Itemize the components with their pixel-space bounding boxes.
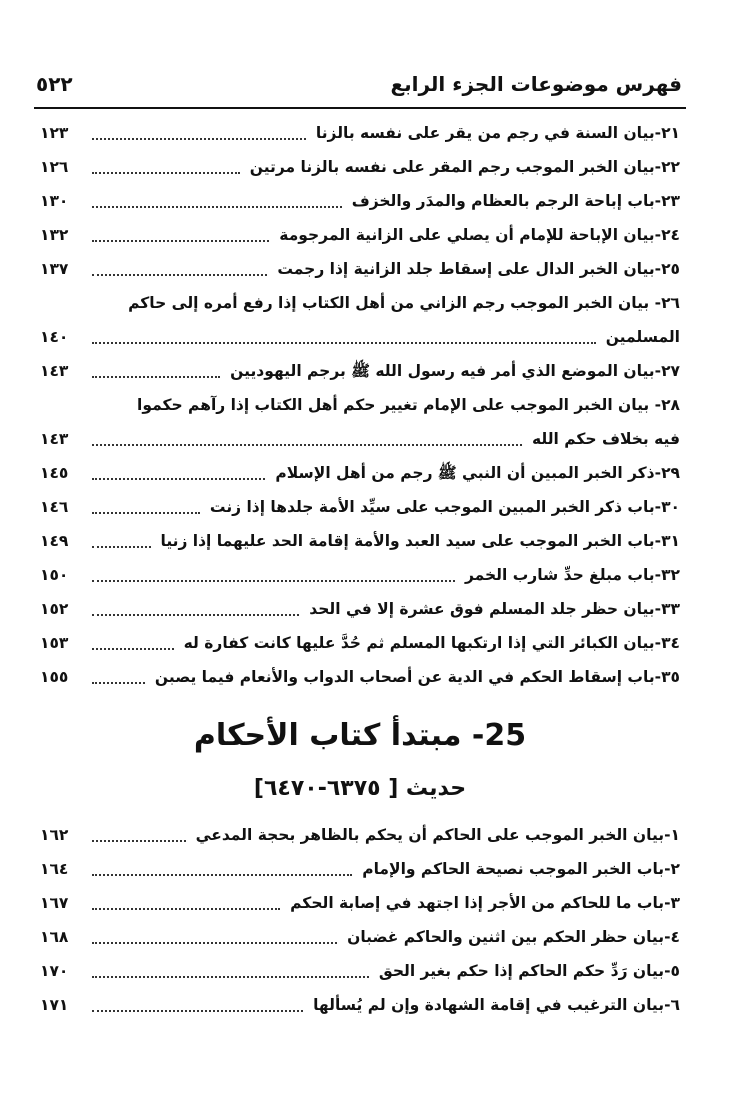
leader-dots [92, 240, 269, 242]
entry-number: ٢- [664, 860, 680, 878]
toc-entry [40, 524, 680, 558]
entry-title: بيان حظر جلد المسلم فوق عشرة إلا في الحد [309, 600, 655, 618]
entry-number: ٤- [664, 928, 680, 946]
toc-list-hudud [40, 116, 680, 694]
entry-number: ٦- [664, 996, 680, 1014]
entry-number: ٣١- [654, 532, 680, 550]
leader-dots [92, 648, 174, 650]
leader-dots [92, 614, 299, 616]
entry-page: ١٥٠ [40, 566, 69, 584]
page-header [36, 64, 682, 104]
entry-title: باب ذكر الخبر المبين الموجب على سيِّد الأمة جلدها إذا زنت [209, 498, 655, 516]
toc-entry [40, 490, 680, 524]
leader-dots [92, 478, 265, 480]
entry-page: ١٧١ [40, 996, 69, 1014]
toc-entry [40, 592, 680, 626]
leader-dots [92, 172, 240, 174]
toc-list-ahkam [40, 818, 680, 1022]
toc-entry [40, 150, 680, 184]
entry-title: باب الخبر الموجب نصيحة الحاكم والإمام [362, 860, 665, 878]
entry-title-continued: المسلمين [605, 328, 680, 346]
entry-title: باب مبلغ حدِّ شارب الخمر [464, 566, 655, 584]
entry-title: بيان الموضع الذي أمر فيه رسول الله ﷺ برجم اليهوديين [230, 362, 655, 380]
leader-dots [92, 206, 342, 208]
toc-entry [40, 354, 680, 388]
entry-page: ١٧٠ [40, 962, 69, 980]
toc-entry [40, 456, 680, 490]
entry-number: ٢٣- [654, 192, 680, 210]
leader-dots [92, 444, 522, 446]
leader-dots [92, 1010, 303, 1012]
entry-number: ٣٣- [654, 600, 680, 618]
entry-number: ٣٢- [654, 566, 680, 584]
entry-page: ١٤٦ [40, 498, 69, 516]
toc-entry [40, 954, 680, 988]
entry-title: باب إسقاط الحكم في الدية عن أصحاب الدواب والأنعام فيما يصبن [154, 668, 655, 686]
entry-page: ١٦٨ [40, 928, 69, 946]
entry-title: بيان الخبر الموجب رجم المقر على نفسه بالزنا مرتين [249, 158, 655, 176]
entry-page: ١٦٤ [40, 860, 69, 878]
entry-page: ١٣٢ [40, 226, 69, 244]
toc-entry [40, 920, 680, 954]
entry-page: ١٤٣ [40, 362, 69, 380]
leader-dots [92, 942, 337, 944]
toc-entry [40, 252, 680, 286]
entry-number: ٣٥- [654, 668, 680, 686]
toc-entry [40, 116, 680, 150]
entry-number: ٣٠- [654, 498, 680, 516]
leader-dots [92, 908, 280, 910]
entry-page: ١٥٥ [40, 668, 69, 686]
toc-entry [40, 626, 680, 660]
page-title: فهرس موضوعات الجزء الرابع [390, 72, 682, 96]
entry-number: ٢٦- [654, 294, 680, 312]
entry-title: ذكر الخبر المبين أن النبي ﷺ رجم من أهل الإسلام [275, 464, 655, 482]
toc-entry [40, 558, 680, 592]
toc-entry [40, 388, 680, 456]
toc-entry [40, 184, 680, 218]
entry-page: ١٤٥ [40, 464, 69, 482]
toc-entry [40, 988, 680, 1022]
entry-page: ١٥٢ [40, 600, 69, 618]
entry-number: ٣- [664, 894, 680, 912]
entry-page: ١٦٢ [40, 826, 69, 844]
entry-page: ١٤٩ [40, 532, 69, 550]
entry-page: ١٢٦ [40, 158, 69, 176]
entry-second-line [40, 422, 680, 456]
entry-second-line [40, 320, 680, 354]
leader-dots [92, 138, 306, 140]
entry-number: ٢٧- [654, 362, 680, 380]
entry-number: ٢٨- [654, 396, 680, 414]
entry-title-continued: فيه بخلاف حكم الله [531, 430, 680, 448]
entry-page: ١٤٣ [40, 430, 69, 448]
entry-number: ١- [664, 826, 680, 844]
entry-number: ٥- [664, 962, 680, 980]
leader-dots [92, 976, 369, 978]
entry-page: ١٤٠ [40, 328, 69, 346]
entry-page: ١٣٧ [40, 260, 69, 278]
entry-title: باب إباحة الرجم بالعظام والمدَر والخزف [351, 192, 655, 210]
entry-title: بيان الخبر الدال على إسقاط جلد الزانية إذا رجمت [277, 260, 655, 278]
toc-entry [40, 218, 680, 252]
entry-title: بيان الكبائر التي إذا ارتكبها المسلم ثم حُدَّ عليها كانت كفارة له [183, 634, 655, 652]
entry-title: بيان السنة في رجم من يقر على نفسه بالزنا [315, 124, 655, 142]
entry-title: بيان الترغيب في إقامة الشهادة وإن لم يُسألها [313, 996, 665, 1014]
entry-first-line [40, 286, 680, 320]
entry-title: بيان الخبر الموجب رجم الزاني من أهل الكتاب إذا رفع أمره إلى حاكم [128, 294, 650, 312]
leader-dots [92, 512, 200, 514]
entry-title: باب ما للحاكم من الأجر إذا اجتهد في إصابة الحكم [290, 894, 665, 912]
entry-page: ١٦٧ [40, 894, 69, 912]
leader-dots [92, 274, 267, 276]
entry-page: ١٢٣ [40, 124, 69, 142]
entry-title: بيان حظر الحكم بين اثنين والحاكم غضبان [347, 928, 665, 946]
leader-dots [92, 376, 220, 378]
entry-title: بيان الخبر الموجب على الإمام تغيير حكم أهل الكتاب إذا رآهم حكموا [137, 396, 650, 414]
toc-entry [40, 852, 680, 886]
toc-entry [40, 660, 680, 694]
entry-page: ١٥٣ [40, 634, 69, 652]
toc-entry [40, 886, 680, 920]
entry-number: ٢١- [654, 124, 680, 142]
entry-title: باب الخبر الموجب على سيد العبد والأمة إقامة الحد عليهما إذا زنيا [160, 532, 655, 550]
entry-title: بيان رَدِّ حكم الحاكم إذا حكم بغير الحق [378, 962, 665, 980]
toc-entry [40, 286, 680, 354]
entry-page: ١٣٠ [40, 192, 69, 210]
leader-dots [92, 840, 186, 842]
entry-number: ٢٩- [654, 464, 680, 482]
entry-number: ٢٤- [654, 226, 680, 244]
leader-dots [92, 874, 352, 876]
leader-dots [92, 342, 596, 344]
page-number: ٥٢٢ [36, 72, 73, 96]
entry-number: ٢٢- [654, 158, 680, 176]
toc-entry [40, 818, 680, 852]
leader-dots [92, 580, 455, 582]
leader-dots [92, 546, 151, 548]
entry-first-line [40, 388, 680, 422]
leader-dots [92, 682, 145, 684]
section-heading: 25- مبتدأ كتاب الأحكام [193, 718, 527, 753]
hadith-range: حديث [ ٦٣٧٥-٦٤٧٠] [253, 776, 467, 801]
entry-number: ٢٥- [654, 260, 680, 278]
entry-title: بيان الخبر الموجب على الحاكم أن يحكم بالظاهر بحجة المدعي [195, 826, 665, 844]
entry-title: بيان الإباحة للإمام أن يصلي على الزانية المرجومة [279, 226, 655, 244]
entry-number: ٣٤- [654, 634, 680, 652]
header-divider [34, 107, 686, 109]
